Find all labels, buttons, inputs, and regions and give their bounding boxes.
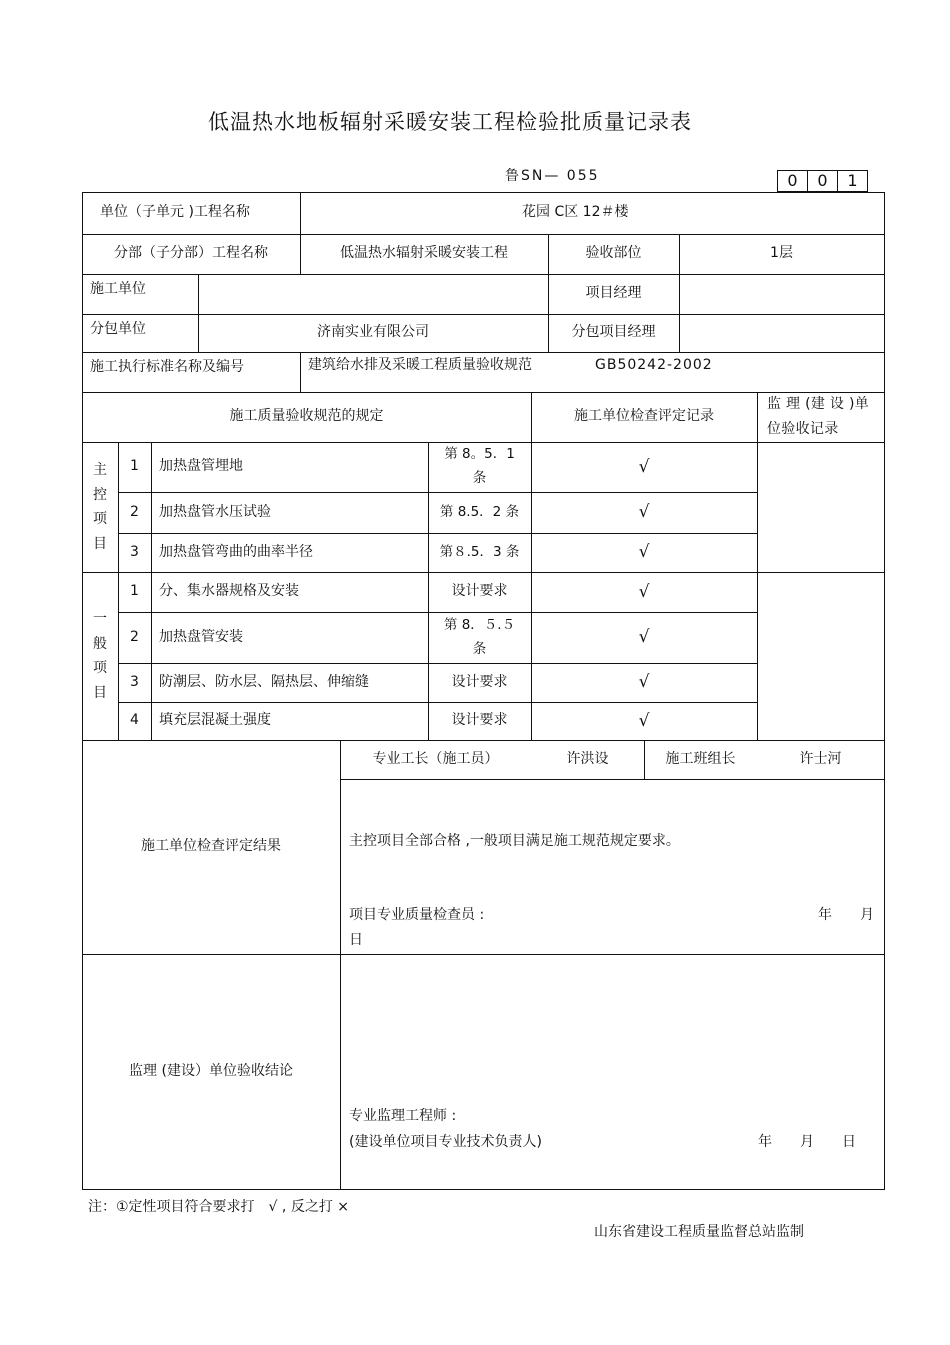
supervision-date: 年 月 日: [758, 1134, 856, 1151]
item-name: 填充层混凝土强度: [159, 712, 271, 729]
item-check: √: [638, 627, 650, 648]
result-label: 施工单位检查评定结果: [141, 838, 281, 855]
standard-label: 施工执行标准名称及编号: [90, 359, 244, 375]
contractor-label: 施工单位: [90, 281, 146, 297]
owner-rep-label: (建设单位项目专业技术负责人): [349, 1134, 542, 1151]
header-spec: 施工质量验收规范的规定: [229, 408, 384, 425]
item-check: √: [638, 710, 650, 731]
item-check: √: [638, 542, 650, 563]
serial-digit: 0: [778, 171, 808, 191]
item-no: 2: [130, 628, 139, 645]
item-clause: 第 8．５.５ 条: [443, 616, 516, 657]
header-check: 施工单位检查评定记录: [574, 408, 714, 425]
foreman-value: 许洪设: [566, 750, 609, 767]
item-name: 加热盘管水压试验: [159, 503, 271, 520]
item-no: 3: [130, 673, 139, 690]
item-check: √: [638, 672, 650, 693]
standard-code: GB50242-2002: [595, 357, 713, 373]
acceptance-part-value: 1层: [770, 245, 793, 262]
result-text: 主控项目全部合格 ,一般项目满足施工规范规定要求。: [349, 833, 680, 850]
item-clause: 第 8.5．2 条: [439, 504, 520, 521]
sub-project-value: 低温热水辐射采暖安装工程: [340, 245, 508, 262]
project-manager-value: [679, 274, 884, 314]
item-clause: 第８.5．3 条: [439, 544, 520, 561]
project-manager-label: 项目经理: [585, 285, 642, 302]
serial-digit: 1: [847, 171, 858, 190]
subcontractor-label: 分包单位: [90, 321, 146, 337]
sub-project-manager-value: [679, 314, 884, 352]
item-name: 防潮层、防水层、隔热层、伸缩缝: [159, 673, 369, 690]
unit-project-value: 花园 C区 12＃楼: [522, 204, 629, 221]
footnote: 注：①定性项目符合要求打 √ , 反之打 ×: [88, 1199, 350, 1215]
sub-project-manager-label: 分包项目经理: [571, 324, 656, 341]
form-number: 鲁SN— 055: [505, 168, 600, 184]
item-name: 加热盘管安装: [159, 628, 243, 645]
item-clause: 设计要求: [451, 583, 508, 600]
team-leader-value: 许士河: [799, 750, 842, 767]
sub-project-label: 分部（子分部）工程名称: [114, 245, 268, 262]
acceptance-part-label: 验收部位: [585, 245, 642, 262]
inspection-date-ym: 年 月: [818, 907, 874, 924]
item-check: √: [638, 581, 650, 602]
main-control-label: 主控项目: [93, 462, 107, 552]
item-no: 2: [130, 503, 139, 520]
foreman-label: 专业工长（施工员）: [372, 750, 499, 767]
contractor-value: [198, 274, 548, 314]
item-check: √: [638, 456, 650, 477]
item-no: 1: [130, 458, 139, 475]
unit-project-label: 单位（子单元 )工程名称: [100, 204, 250, 221]
serial-number-box: [777, 170, 868, 192]
item-name: 分、集水器规格及安装: [159, 583, 299, 600]
general-items-label: 一般项目: [93, 611, 107, 701]
item-no: 3: [130, 543, 139, 560]
inspection-date-day: 日: [349, 932, 363, 949]
issuer-footer: 山东省建设工程质量监督总站监制: [594, 1224, 804, 1240]
header-supervision: 监 理 (建 设 )单 位验收记录: [767, 396, 870, 437]
inspector-label: 项目专业质量检查员 :: [349, 907, 485, 924]
item-clause: 设计要求: [451, 673, 508, 690]
subcontractor-value: 济南实业有限公司: [317, 324, 429, 341]
item-clause: 设计要求: [451, 712, 508, 729]
item-name: 加热盘管埋地: [159, 458, 243, 475]
standard-name: 建筑给水排及采暖工程质量验收规范: [308, 357, 532, 373]
supervision-label: 监理 (建设）单位验收结论: [129, 1062, 293, 1079]
supervisor-label: 专业监理工程师 :: [349, 1108, 457, 1125]
form-title: 低温热水地板辐射采暖安装工程检验批质量记录表: [208, 110, 692, 134]
item-no: 4: [130, 712, 139, 729]
item-no: 1: [130, 583, 139, 600]
item-name: 加热盘管弯曲的曲率半径: [159, 543, 313, 560]
serial-digit: 0: [808, 171, 838, 191]
item-clause: 第 8。5．1 条: [444, 446, 515, 486]
item-check: √: [638, 502, 650, 523]
team-leader-label: 施工班组长: [665, 750, 736, 767]
